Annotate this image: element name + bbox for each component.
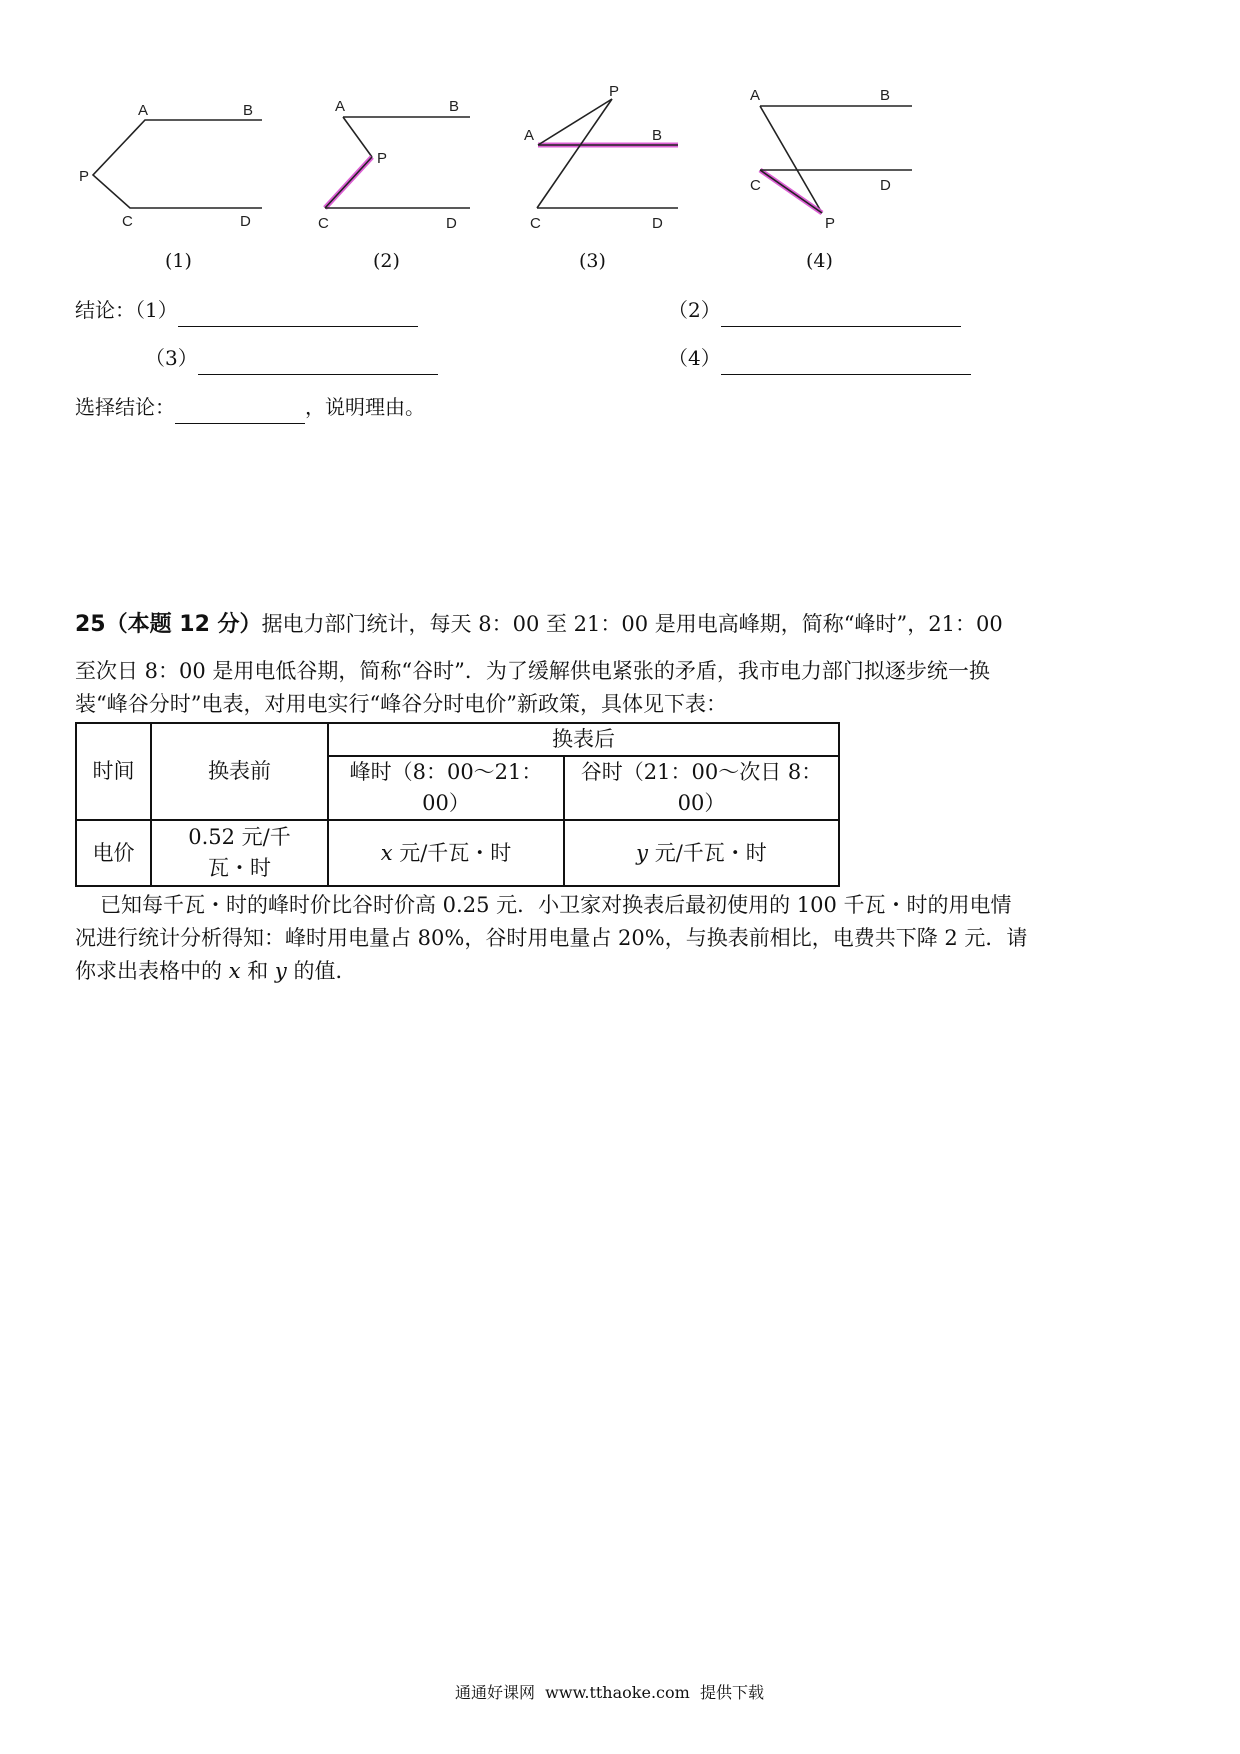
figure-3-caption: (3) <box>579 250 606 272</box>
table-header-valley-line-2: 00） <box>677 791 726 815</box>
figure-3 <box>524 83 678 232</box>
choose-conclusion-suffix: ，说明理由。 <box>305 395 425 419</box>
conclusion-blank-4[interactable] <box>721 354 971 375</box>
fig3-point-d: D <box>652 215 663 232</box>
fig3-point-a: A <box>524 127 535 144</box>
body-3-variable-y: y <box>274 959 287 983</box>
conclusion-item-2-label: （2） <box>668 298 721 322</box>
choose-conclusion-label: 选择结论： <box>75 395 175 419</box>
conclusion-row-4 <box>668 341 971 375</box>
conclusion-blank-3[interactable] <box>198 354 438 375</box>
question-25-number: 25（本题 12 分） <box>75 612 262 637</box>
conclusion-blank-2[interactable] <box>721 306 961 327</box>
fig2-point-p: P <box>377 150 388 167</box>
question-25-text-1: 据电力部门统计，每天 8：00 至 21：00 是用电高峰期，简称“峰时”，21：00 <box>261 612 1003 636</box>
table-header-peak <box>328 756 564 820</box>
fig3-point-p: P <box>609 83 620 100</box>
figure-4 <box>750 87 912 232</box>
fig3-point-c: C <box>530 215 541 232</box>
conclusion-row-1 <box>75 293 418 327</box>
peak-price-unit: 元/千瓦・时 <box>392 840 512 865</box>
geometry-figures <box>0 0 1240 280</box>
table-header-before: 换表前 <box>151 723 328 820</box>
fig4-point-b: B <box>880 87 891 104</box>
conclusion-item-1-label: （1） <box>135 298 178 322</box>
body-3-text-b: 和 <box>240 959 275 983</box>
choose-conclusion-row <box>75 390 425 424</box>
table-header-time: 时间 <box>76 723 151 820</box>
fig4-point-a: A <box>750 87 761 104</box>
fig1-point-c: C <box>122 213 133 230</box>
fig1-point-a: A <box>138 102 149 119</box>
before-price-line-1: 0.52 元/千 <box>188 825 291 849</box>
conclusion-row-2 <box>668 293 961 327</box>
before-price-line-2: 瓦・时 <box>208 856 271 880</box>
conclusion-item-4-label: （4） <box>668 346 721 370</box>
figure-1 <box>79 102 262 230</box>
fig1-point-p: P <box>79 168 90 185</box>
figure-1-caption: (1) <box>165 250 192 272</box>
body-3-text-c: 的值． <box>286 959 357 983</box>
valley-price-variable: y <box>636 840 649 865</box>
fig4-point-p: P <box>825 215 836 232</box>
peak-price-variable: x <box>380 840 393 865</box>
fig1-point-b: B <box>243 102 254 119</box>
conclusion-prefix: 结论： <box>75 298 135 322</box>
table-row-label-price: 电价 <box>76 820 151 886</box>
fig2-point-d: D <box>446 215 457 232</box>
conclusion-item-3-label: （3） <box>145 346 198 370</box>
fig2-point-c: C <box>318 215 329 232</box>
figure-2 <box>318 98 470 232</box>
fig3-point-b: B <box>652 127 663 144</box>
page-footer: 通通好课网 www.tthaoke.com 提供下载 <box>455 1683 764 1702</box>
question-25-line-1 <box>75 607 1003 642</box>
fig4-point-c: C <box>750 177 761 194</box>
table-cell-valley-price <box>564 820 839 886</box>
fig1-point-d: D <box>240 213 251 230</box>
body-3-text-a: 你求出表格中的 <box>75 959 229 983</box>
choose-conclusion-blank[interactable] <box>175 403 305 424</box>
question-25-line-2: 至次日 8：00 是用电低谷期，简称“谷时”．为了缓解供电紧张的矛盾，我市电力部门拟逐步统一换 <box>75 659 990 683</box>
table-header-valley-line-1: 谷时（21：00～次日 8： <box>580 760 823 784</box>
question-25-body-1: 已知每千瓦・时的峰时价比谷时价高 0.25 元．小卫家对换表后最初使用的 100 千瓦・时的用电情 <box>100 893 1012 917</box>
fig4-point-d: D <box>880 177 891 194</box>
fig2-point-b: B <box>449 98 460 115</box>
figure-2-caption: (2) <box>373 250 400 272</box>
table-cell-peak-price <box>328 820 564 886</box>
body-3-variable-x: x <box>228 959 241 983</box>
table-header-after: 换表后 <box>328 723 839 756</box>
conclusion-blank-1[interactable] <box>178 306 418 327</box>
fig2-point-a: A <box>335 98 346 115</box>
valley-price-unit: 元/千瓦・时 <box>648 840 767 865</box>
table-header-peak-line-1: 峰时（8：00～21： <box>349 760 543 784</box>
table-cell-before-price <box>151 820 328 886</box>
conclusion-row-3 <box>145 341 438 375</box>
question-25-body-3 <box>75 954 356 988</box>
table-header-valley <box>564 756 839 820</box>
electricity-price-table <box>75 722 840 887</box>
question-25-line-3: 装“峰谷分时”电表，对用电实行“峰谷分时电价”新政策，具体见下表： <box>75 692 727 716</box>
table-header-peak-line-2: 00） <box>422 791 470 815</box>
question-25-body-2: 况进行统计分析得知：峰时用电量占 80%，谷时用电量占 20%，与换表前相比，电费共下降 2 元．请 <box>75 926 1028 950</box>
figure-4-caption: (4) <box>806 250 833 272</box>
